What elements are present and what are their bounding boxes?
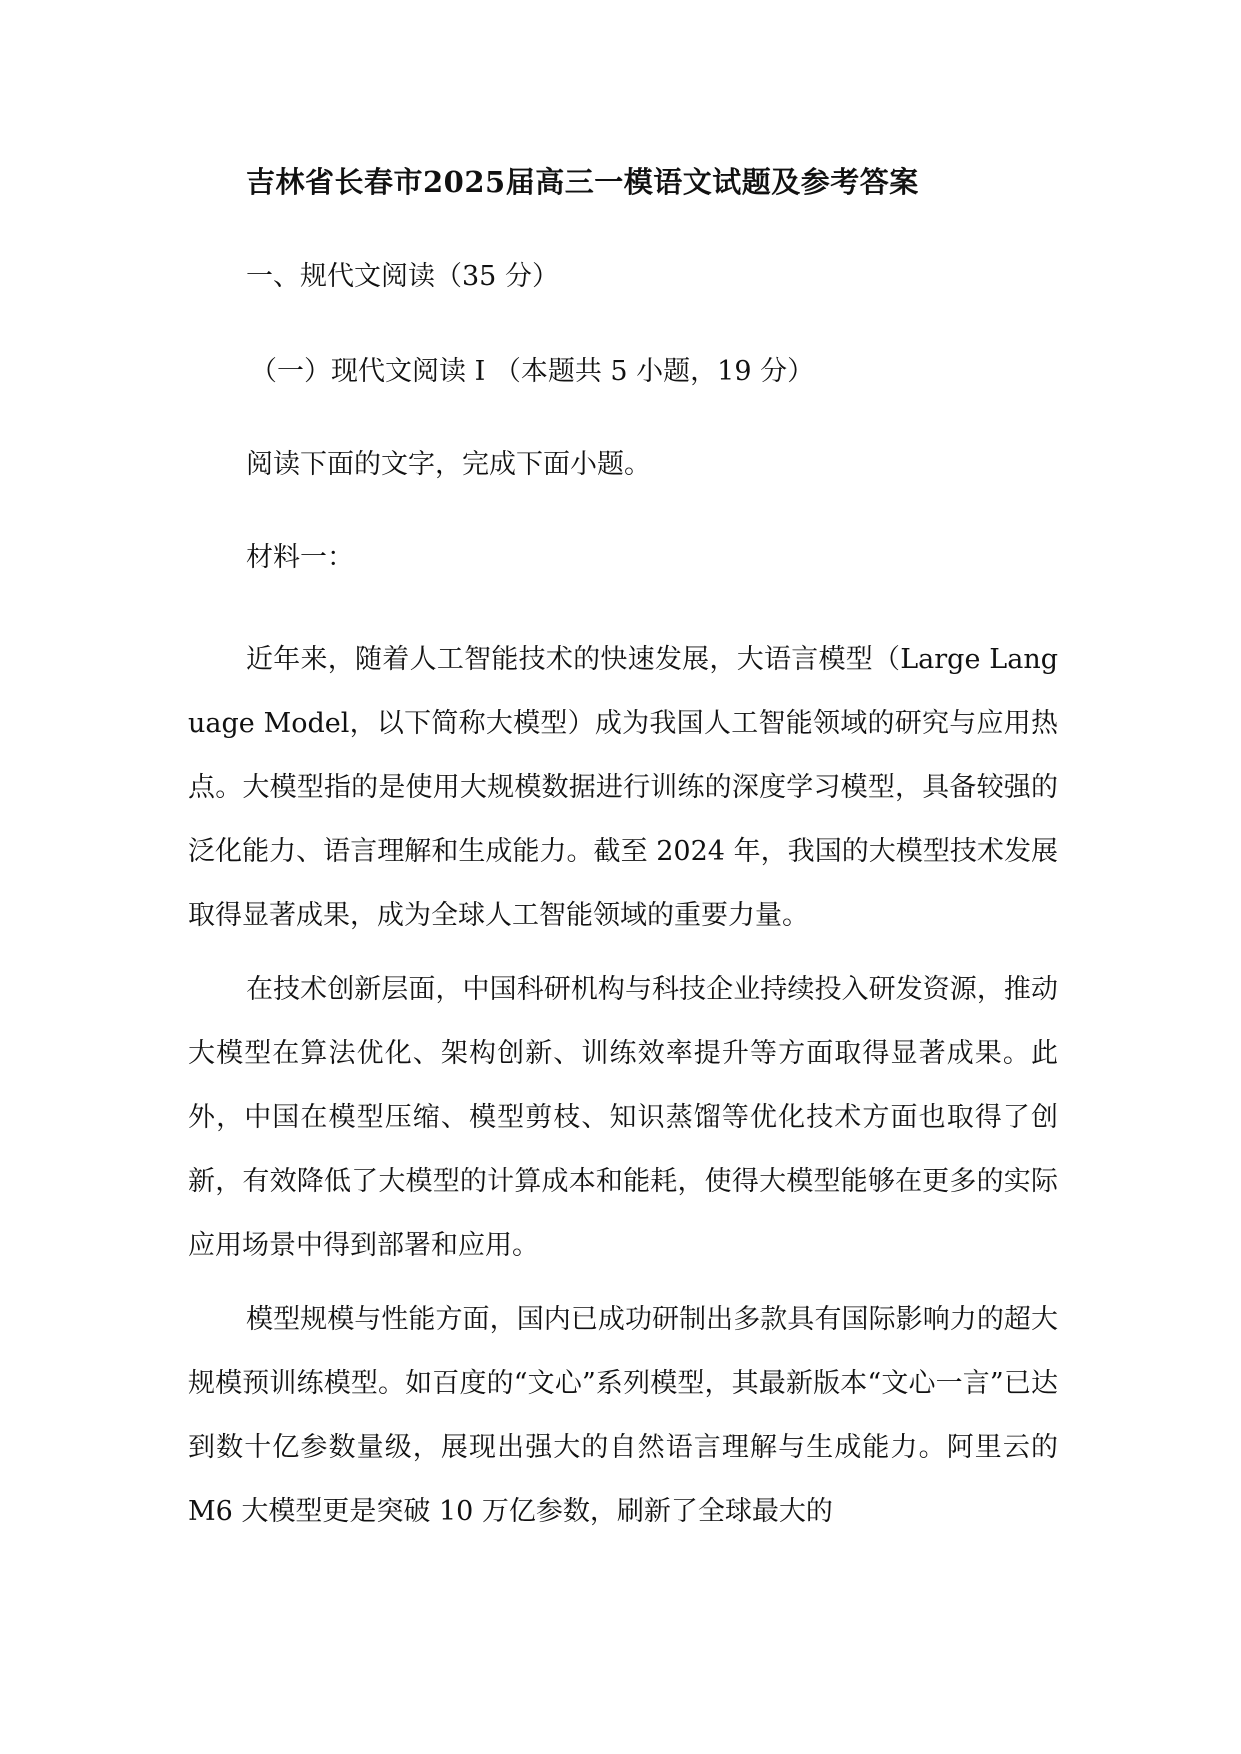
reading-instruction: 阅读下面的文字，完成下面小题。 bbox=[246, 449, 651, 480]
paragraph-3: 模型规模与性能方面，国内已成功研制出多款具有国际影响力的超大规模预训练模型。如百度的“文心”系列模型，其最新版本“文心一言”已达到数十亿参数量级，展现出强大的自然语言理解与生成能力。阿里云的 M6 大模型更是突破 10 万亿参数，刷新了全球最大的 bbox=[188, 1304, 1058, 1527]
material-label: 材料一： bbox=[246, 542, 354, 573]
paragraph-1: 近年来，随着人工智能技术的快速发展，大语言模型（Large Language Model，以下简称大模型）成为我国人工智能领域的研究与应用热点。大模型指的是使用大规模数据进行训练的深度学习模型，具备较强的泛化能力、语言理解和生成能力。截至 2024 年，我国的大模型技术发展取得显著成果，成为全球人工智能领域的重要力量。 bbox=[188, 644, 1058, 931]
paragraph-2: 在技术创新层面，中国科研机构与科技企业持续投入研发资源，推动大模型在算法优化、架构创新、训练效率提升等方面取得显著成果。此外，中国在模型压缩、模型剪枝、知识蒸馏等优化技术方面也取得了创新，有效降低了大模型的计算成本和能耗，使得大模型能够在更多的实际应用场景中得到部署和应用。 bbox=[188, 974, 1058, 1261]
sub-heading: （一）现代文阅读 I （本题共 5 小题，19 分） bbox=[250, 356, 815, 387]
section-heading: 一、规代文阅读（35 分） bbox=[246, 261, 559, 292]
document-title: 吉林省长春市2025届高三一模语文试题及参考答案 bbox=[246, 165, 919, 199]
